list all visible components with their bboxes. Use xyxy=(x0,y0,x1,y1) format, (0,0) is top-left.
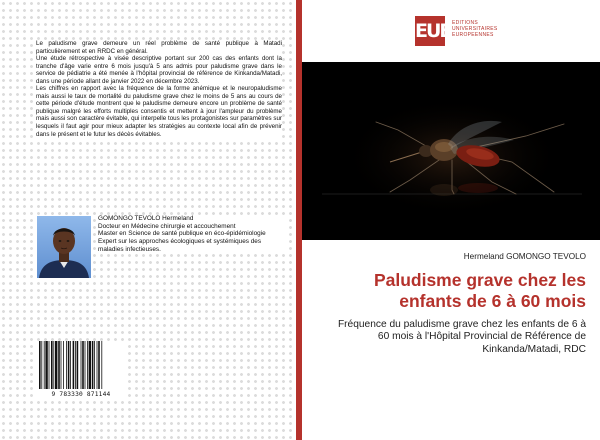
barcode-bar xyxy=(92,341,94,389)
front-cover xyxy=(302,0,600,440)
barcode-bar xyxy=(89,341,91,389)
barcode-bar xyxy=(49,341,50,389)
barcode-bars xyxy=(37,341,125,390)
cover-photo-mosquito xyxy=(302,62,600,240)
barcode-bar xyxy=(81,341,82,389)
barcode-bar xyxy=(77,341,79,389)
author-bio xyxy=(98,215,286,254)
barcode-bar xyxy=(101,341,102,389)
blurb-paragraph: Le paludisme grave demeure un réel problème de santé publique à Matadi particulièrement et en RRDC en général. xyxy=(36,40,282,55)
back-cover xyxy=(0,0,296,440)
barcode-bar xyxy=(39,341,41,389)
barcode-bar xyxy=(82,341,84,389)
publisher-logo-line: EDITIONS xyxy=(452,20,479,26)
barcode-bar xyxy=(70,341,71,389)
barcode-bar xyxy=(61,341,62,389)
barcode-bar xyxy=(85,341,86,389)
barcode-bar xyxy=(75,341,76,389)
author-portrait xyxy=(37,216,91,278)
barcode-bar xyxy=(44,341,45,389)
publisher-logo-mark: EUE xyxy=(415,16,445,46)
publisher-logo xyxy=(415,13,555,49)
barcode-bar xyxy=(51,341,53,389)
barcode-bar xyxy=(45,341,47,389)
barcode-bar xyxy=(97,341,98,389)
book-title: Paludisme grave chez les enfants de 6 à 60 mois xyxy=(373,270,586,311)
barcode-bar xyxy=(55,341,57,389)
blurb-paragraph: Une étude rétrospective à visée descriptive portant sur 200 cas des enfants dont la tranche d'âge varie entre 6 mois jusqu'à 5 ans admis pour paludisme grave dans le service de pédiatrie a été menée à l'hôpital provincial de référence de Kinkanda/Matadi, dans une période allant de janvier 2022 en décembre 2023. xyxy=(36,55,282,85)
barcode-bar xyxy=(98,341,100,389)
barcode-bar xyxy=(68,341,70,389)
bio-line: Expert sur les approches écologiques et systémiques des maladies infectieuses. xyxy=(98,238,262,253)
publisher-logo-line: UNIVERSITAIRES xyxy=(452,26,498,33)
isbn-barcode xyxy=(37,341,125,398)
barcode-bar xyxy=(66,341,67,389)
bio-line: Docteur en Médecine chirurgie et accouchement xyxy=(98,222,236,230)
book-subtitle: Fréquence du paludisme grave chez les enfants de 6 à 60 mois à l'Hôpital Provincial de Référence de Kinkanda/Matadi, RDC xyxy=(337,319,586,355)
cover-author-name: Hermeland GOMONGO TEVOLO xyxy=(463,252,586,261)
barcode-bar xyxy=(73,341,75,389)
barcode-bar xyxy=(87,341,88,389)
barcode-bar xyxy=(41,341,42,389)
barcode-bar xyxy=(53,341,54,389)
publisher-logo-line: EUROPEENNES xyxy=(452,32,494,39)
barcode-bar xyxy=(94,341,95,389)
barcode-bar xyxy=(58,341,60,389)
barcode-bar xyxy=(63,341,64,389)
barcode-digits: 9 783330 871144 xyxy=(51,391,111,398)
publisher-logo-text xyxy=(452,20,498,39)
bio-name: GOMONGO TEVOLO Hermeland xyxy=(98,215,194,222)
blurb-paragraph: Les chiffres en rapport avec la fréquence de la forme anémique et le neuropaludisme mais aussi le taux de mortalité du paludisme grave chez le moins de 5 ans au cours de cette période d'étude montrent que le paludisme demeure encore un problème de santé publique malgré les efforts multiples consentis et mettent à jour l'ampleur du problème mais aussi son caractère évitable, qui interpelle tous les protagonistes sur paramètres sur lesquels il faut agir pour mieux adapter les stratégies au contexte local afin de prévenir dans le présent et le futur les décès évitables. xyxy=(36,85,282,138)
bio-line: Master en Science de santé publique en éco-épidémiologie xyxy=(98,230,266,238)
back-cover-blurb xyxy=(36,40,282,138)
